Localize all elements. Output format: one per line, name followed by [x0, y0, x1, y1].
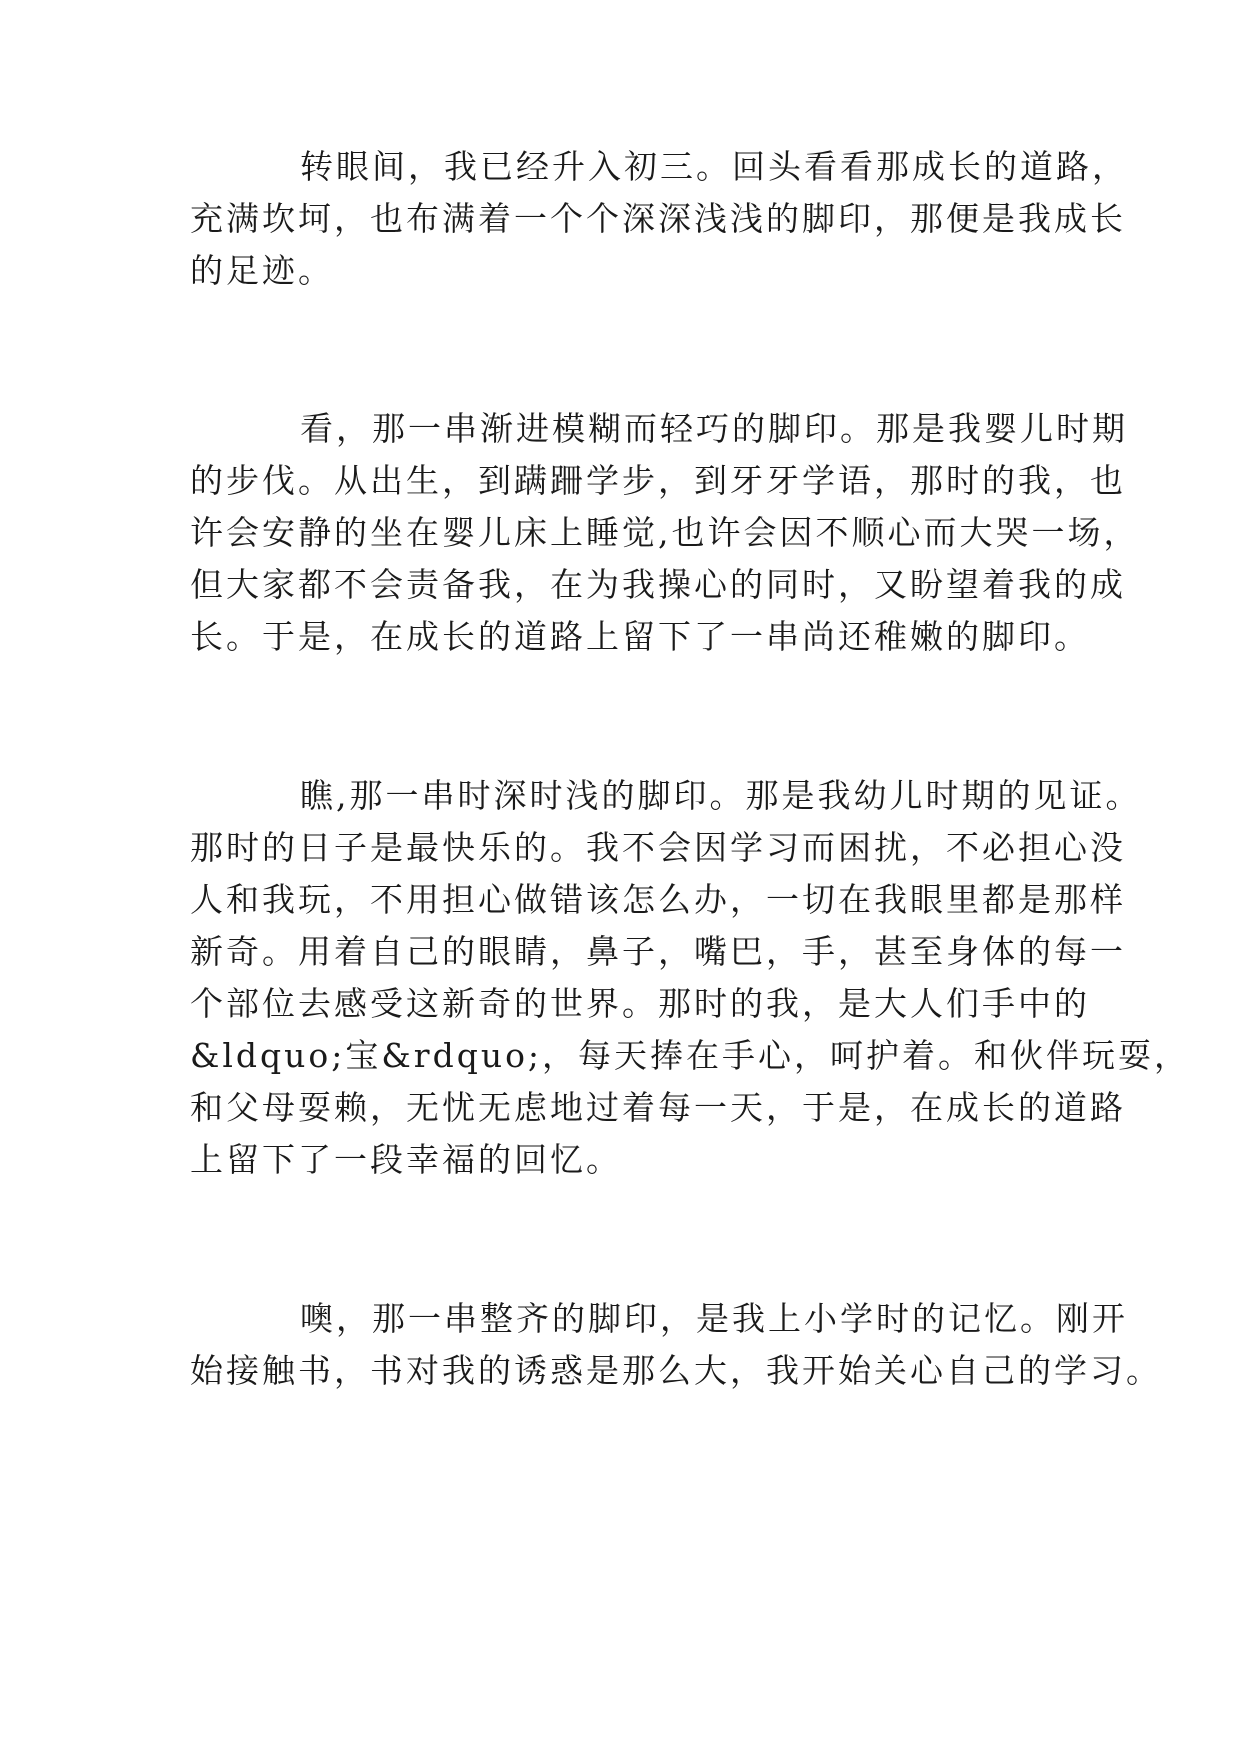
text-line: 始接触书，书对我的诱惑是那么大，我开始关心自己的学习。: [190, 1351, 1162, 1390]
text-line: 许会安静的坐在婴儿床上睡觉,也许会因不顺心而大哭一场，: [190, 513, 1140, 552]
text-line: 上留下了一段幸福的回忆。: [190, 1140, 622, 1179]
text-line: 长。于是，在成长的道路上留下了一串尚还稚嫩的脚印。: [190, 617, 1090, 656]
text-line: 看，那一串渐进模糊而轻巧的脚印。那是我婴儿时期: [300, 409, 1128, 448]
text-line: 那时的日子是最快乐的。我不会因学习而困扰，不必担心没: [190, 828, 1126, 867]
text-line: 人和我玩，不用担心做错该怎么办，一切在我眼里都是那样: [190, 880, 1126, 919]
text-line: &ldquo;宝&rdquo;，每天捧在手心，呵护着。和伙伴玩耍，: [190, 1036, 1191, 1075]
text-line: 的足迹。: [190, 251, 334, 290]
text-line: 噢，那一串整齐的脚印，是我上小学时的记忆。刚开: [300, 1299, 1128, 1338]
text-line: 充满坎坷，也布满着一个个深深浅浅的脚印，那便是我成长: [190, 199, 1126, 238]
text-line: 的步伐。从出生，到蹒跚学步，到牙牙学语，那时的我，也: [190, 461, 1126, 500]
text-line: 但大家都不会责备我，在为我操心的同时，又盼望着我的成: [190, 565, 1126, 604]
text-line: 和父母耍赖，无忧无虑地过着每一天，于是，在成长的道路: [190, 1088, 1126, 1127]
text-line: 瞧,那一串时深时浅的脚印。那是我幼儿时期的见证。: [300, 776, 1142, 815]
text-line: 个部位去感受这新奇的世界。那时的我，是大人们手中的: [190, 984, 1090, 1023]
text-line: 新奇。用着自己的眼睛，鼻子，嘴巴，手，甚至身体的每一: [190, 932, 1126, 971]
text-line: 转眼间，我已经升入初三。回头看看那成长的道路，: [300, 147, 1128, 186]
